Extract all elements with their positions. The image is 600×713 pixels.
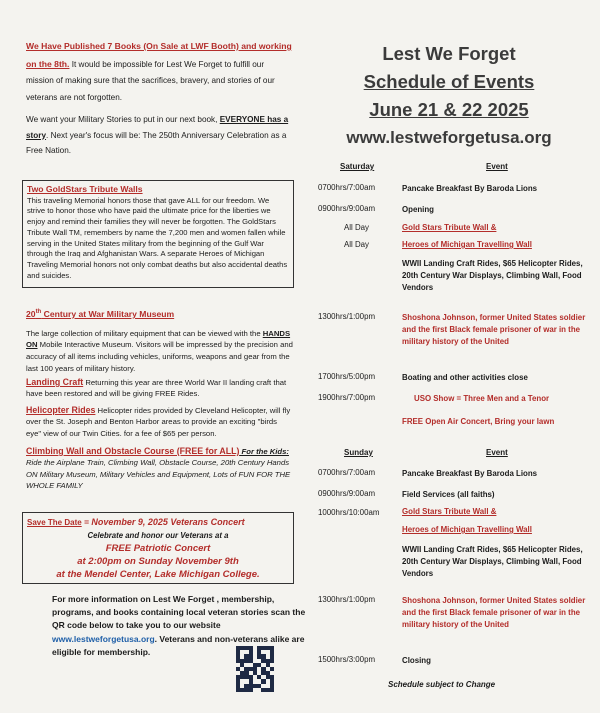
- sun-event-2: Field Services (all faiths): [402, 490, 495, 499]
- intro-text: It would be impossible for Lest We Forget to fulfill our mission of making sure that the sacrifices, bravery, and stories of our veterans are not forgotten.: [26, 59, 275, 102]
- save-eq: =: [81, 517, 92, 527]
- sat-time-2: 0900hrs/9:00am: [318, 204, 376, 213]
- qr-module: [270, 688, 274, 692]
- sat-event-2: Opening: [402, 205, 434, 214]
- stories-text-b: . Next year's focus will be: The 250th Anniversary Celebration as a Free Nation.: [26, 130, 287, 155]
- sat-time-3: All Day: [344, 223, 369, 232]
- sat-event-8: USO Show = Three Men and a Tenor: [414, 394, 550, 403]
- stories-everyone: EVERYONE has a story: [26, 115, 289, 140]
- col-sunday: Sunday: [344, 448, 373, 457]
- header-website[interactable]: www.lestweforgetusa.org: [346, 128, 552, 147]
- intro-highlight: We Have Published 7 Books (On Sale at LWF Booth) and working on the 8th.: [26, 41, 292, 69]
- intro-paragraph: [26, 38, 294, 106]
- sun-time-6: 1300hrs/1:00pm: [318, 595, 376, 604]
- sat-event-3: Gold Stars Tribute Wall &: [402, 223, 497, 232]
- sat-event-6: Shoshona Johnson, former United States soldier and the first Black female prisoner of war in the military history of the United: [402, 313, 586, 347]
- save-event: November 9, 2025 Veterans Concert: [91, 517, 245, 527]
- sun-event-7: Closing: [402, 656, 431, 665]
- museum-hands-on: HANDS ON: [26, 328, 291, 350]
- info-text-b: . Veterans and non-veterans alike are eligible for membership.: [52, 633, 305, 657]
- museum-body-a: The large collection of military equipment that can be viewed with the: [26, 328, 263, 338]
- sat-time-4: All Day: [344, 240, 369, 249]
- museum-title: [26, 307, 294, 321]
- header-subtitle: Schedule of Events: [363, 71, 535, 92]
- sat-time-1: 0700hrs/7:00am: [318, 183, 376, 192]
- header-title: Lest We Forget: [382, 43, 516, 64]
- sat-event-1: Pancake Breakfast By Baroda Lions: [402, 184, 538, 193]
- save-sub: Celebrate and honor our Veterans at a: [87, 531, 229, 540]
- sun-time-1: 0700hrs/7:00am: [318, 468, 376, 477]
- sat-time-7: 1700hrs/5:00pm: [318, 372, 376, 381]
- schedule-header: [318, 40, 580, 152]
- save-the-date-label: Save The Date: [27, 518, 82, 527]
- sat-event-9: FREE Open Air Concert, Bring your lawn: [402, 417, 555, 426]
- sat-event-7: Boating and other activities close: [402, 373, 528, 382]
- museum-section: [26, 307, 294, 374]
- save-the-date-box: [22, 512, 294, 584]
- sun-time-7: 1500hrs/3:00pm: [318, 655, 376, 664]
- save-line-1: FREE Patriotic Concert: [105, 543, 211, 554]
- goldstars-box: [22, 180, 294, 288]
- stories-paragraph: [26, 112, 294, 159]
- sun-event-3: Gold Stars Tribute Wall &: [402, 507, 497, 516]
- intro-section: [26, 38, 294, 159]
- schedule-footer: Schedule subject to Change: [388, 680, 496, 689]
- museum-title-num: 20: [26, 308, 36, 319]
- sat-event-5: WWII Landing Craft Rides, $65 Helicopter Rides, 20th Century War Displays, Climbing Wall, Food Vendors: [402, 259, 583, 293]
- sun-event-5: WWII Landing Craft Rides, $65 Helicopter Rides, 20th Century War Displays, Climbing Wall, Food Vendors: [402, 545, 583, 579]
- heli-section: [26, 405, 294, 439]
- col-event: Event: [486, 162, 508, 171]
- website-link[interactable]: www.lestweforgetusa.org: [52, 633, 155, 644]
- sat-time-6: 1300hrs/1:00pm: [318, 312, 376, 321]
- info-text-a: For more information on Lest We Forget , membership, programs, and books containing local veteran stories scan the QR code below to take you to our website: [52, 594, 306, 631]
- climbing-forkids: For the Kids:: [239, 447, 289, 456]
- sat-event-4: Heroes of Michigan Travelling Wall: [402, 240, 532, 249]
- climbing-title: Climbing Wall and Obstacle Course (FREE for ALL): [26, 446, 240, 456]
- goldstars-body: This traveling Memorial honors those that gave ALL for our freedom. We strive to honor those who have paid the ultimate price for the liberties we enjoy and remind their families they will never be forgotten. The GoldStars Tribute Wall TM, remembers by name the 7,200 men and women fallen while serving in the United States military from the beginning of the Gulf War through the Iraq and Afghanistan Wars. A separate Heroes of Michigan Traveling Memorial honors not only combat deaths but also accidental deaths and suicides.: [27, 195, 288, 280]
- landing-section: [26, 377, 294, 400]
- sun-time-3: 1000hrs/10:00am: [318, 508, 380, 517]
- museum-title-rest: Century at War Military Museum: [41, 308, 175, 319]
- save-line-3: at the Mendel Center, Lake Michigan College.: [56, 569, 260, 580]
- stories-text-a: We want your Military Stories to put in our next book,: [26, 115, 220, 124]
- goldstars-title: Two GoldStars Tribute Walls: [27, 184, 143, 194]
- climbing-section: [26, 446, 294, 491]
- save-line-2: at 2:00pm on Sunday November 9th: [77, 556, 239, 567]
- museum-title-sup: th: [35, 309, 42, 315]
- museum-body-b: Mobile Interactive Museum. Visitors will be impressed by the precision and accuracy of all items including vehicles, uniforms, weapons and gear from the last 100 years of military history.: [26, 340, 293, 373]
- qr-code-icon[interactable]: [236, 646, 274, 692]
- col-event-2: Event: [486, 448, 508, 457]
- sun-time-2: 0900hrs/9:00am: [318, 489, 376, 498]
- sun-event-1: Pancake Breakfast By Baroda Lions: [402, 469, 538, 478]
- col-saturday: Saturday: [340, 162, 375, 171]
- sat-time-8: 1900hrs/7:00pm: [318, 393, 376, 402]
- landing-body: Returning this year are three World War II landing craft that have been restored and will be giving FREE Rides.: [26, 378, 287, 399]
- sun-event-4: Heroes of Michigan Travelling Wall: [402, 525, 532, 534]
- landing-title: Landing Craft: [26, 377, 84, 387]
- sun-event-6: Shoshona Johnson, former United States soldier and the first Black female prisoner of war in the military history of the United: [402, 596, 586, 630]
- climbing-body: Ride the Airplane Train, Climbing Wall, Obstacle Course, 20th Century Hands ON Military Museum, Military Vehicles and Equipment, Lots of FUN FOR THE WHOLE FAMILY: [26, 458, 291, 490]
- save-the-date-row: [27, 516, 289, 529]
- heli-title: Helicopter Rides: [26, 405, 96, 415]
- header-dates: June 21 & 22 2025: [369, 99, 529, 120]
- heli-body: Helicopter rides provided by Cleveland Helicopter, will fly over the St. Joseph and Benton Harbor areas to provide an exciting "birds eye" view of our Twin Cities. for a fee of $65 per person.: [26, 406, 291, 438]
